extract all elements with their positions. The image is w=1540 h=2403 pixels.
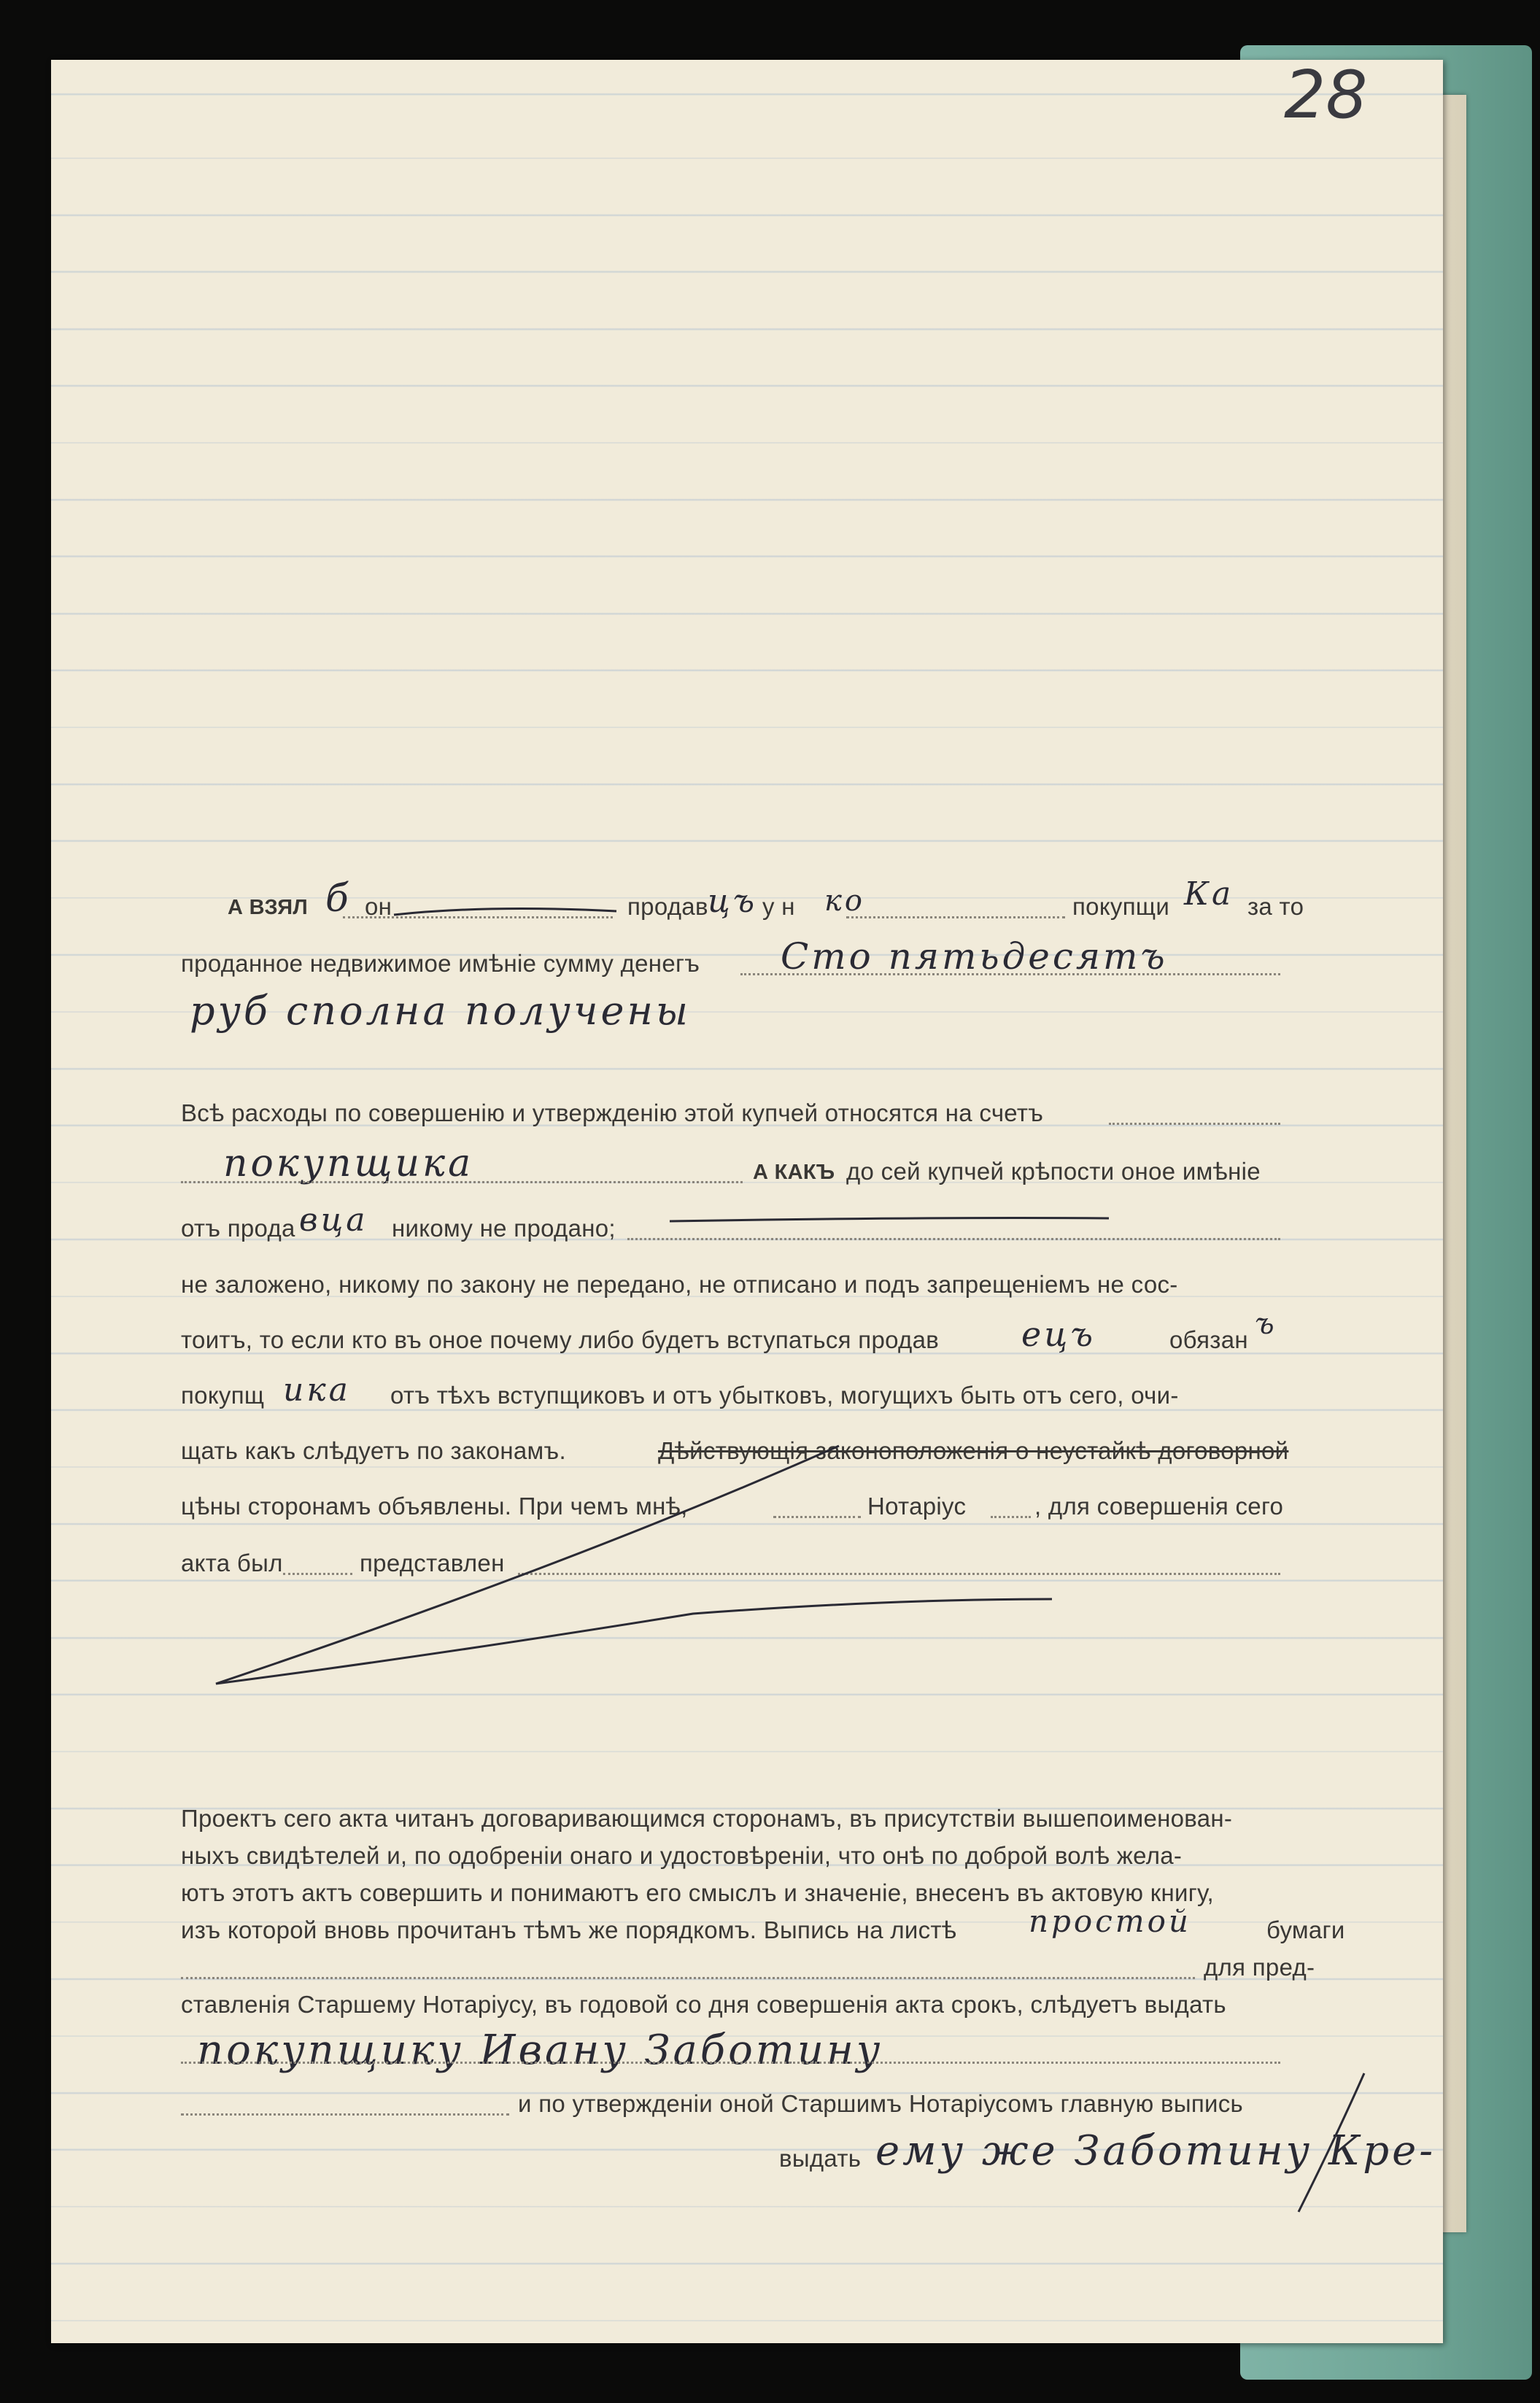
handwritten-vca: вца	[299, 1202, 368, 1239]
handwritten-ka: Ка	[1184, 875, 1234, 913]
dash-stroke-2	[670, 1218, 1109, 1222]
handwritten-ika: ика	[283, 1371, 351, 1409]
handwritten-buyer: покупщика	[223, 1142, 474, 1185]
text-expenses: Всѣ расходы по совершенію и утвержденію этой купчей относятся на счетъ	[181, 1099, 1044, 1126]
text-clear-by-law: щать какъ слѣдуетъ по законамъ.	[181, 1437, 566, 1464]
heading-a-vzyal: А ВЗЯЛ	[228, 896, 308, 919]
text-if-anyone: тоитъ, то если кто въ оное почему либо будетъ вступаться продав	[181, 1326, 940, 1353]
handwritten-simple: простой	[1029, 1903, 1191, 1939]
text-pokupshchi: покупщи	[1072, 893, 1170, 920]
text-vydat: выдать	[779, 2145, 862, 2172]
page-number: 28	[1284, 57, 1368, 134]
closing-diagonal-stroke	[216, 1446, 1052, 1684]
text-before-deed: до сей купчей крѣпости оное имѣніе	[846, 1158, 1261, 1185]
handwritten-amount: Сто пятьдесятъ	[781, 935, 1168, 978]
handwritten-b: б	[325, 877, 352, 921]
text-struck-penalty: Дѣйствующія законоположенія о неустайкѣ договорной	[658, 1437, 1289, 1464]
text-on: он	[365, 893, 392, 920]
text-za-to: за то	[1247, 893, 1304, 920]
text-approval: и по утвержденіи оной Старшимъ Нотаріусомъ главную выпись	[518, 2090, 1244, 2117]
text-predstavlen: представлен	[360, 1549, 505, 1576]
text-ot-prod: отъ прода	[181, 1215, 295, 1242]
text-pokupshch: покупщ	[181, 1382, 265, 1409]
dash-stroke-1	[394, 908, 616, 915]
text-from-claimants: отъ тѣхъ вступщиковъ и отъ убытковъ, могущихъ быть отъ сего, очи-	[390, 1382, 1179, 1409]
text-understand: ютъ этотъ актъ совершить и понимаютъ его смыслъ и значеніе, внесенъ въ актовую книгу,	[181, 1879, 1215, 1906]
signature-flourish	[1299, 2073, 1364, 2212]
text-project-read: Проектъ сего акта читанъ договаривающимся сторонамъ, въ присутствіи вышепоименован-	[181, 1805, 1233, 1832]
text-for-execution: , для совершенія сего	[1034, 1493, 1284, 1520]
handwritten-buyer-name: покупщику Ивану Заботину	[197, 2027, 883, 2074]
handwritten-ets: цъ	[708, 883, 758, 920]
handwritten-received: руб сполна получены	[190, 988, 691, 1034]
heading-a-kak: А КАКЪ	[753, 1161, 835, 1184]
handwritten-issue-to: ему же Заботину Кре-	[875, 2127, 1436, 2175]
text-u-n: у н	[762, 893, 795, 920]
text-witnesses: ныхъ свидѣтелей и, по одобреніи онаго и удостовѣреніи, что онѣ по доброй волѣ жела-	[181, 1842, 1183, 1869]
handwritten-er: ъ	[1255, 1307, 1277, 1341]
text-sum-of-money: проданное недвижимое имѣніе сумму денегъ	[181, 950, 700, 977]
handwritten-ets-2: ецъ	[1021, 1315, 1096, 1354]
pen-strokes	[51, 60, 1443, 2343]
text-prodav: продав	[627, 893, 708, 920]
handwritten-iko: ко	[824, 884, 865, 918]
document-page	[51, 57, 1443, 2343]
text-not-sold: никому не продано;	[392, 1215, 616, 1242]
text-not-pledged: не заложено, никому по закону не передано, не отписано и подъ запрещеніемъ не сос-	[181, 1271, 1178, 1298]
text-senior-notary: ставленія Старшему Нотаріусу, въ годовой со дня совершенія акта срокъ, слѣдуетъ выдать	[181, 1991, 1226, 2018]
text-akta-byl: акта был	[181, 1549, 283, 1576]
text-for-presentation: для пред-	[1204, 1954, 1315, 1981]
text-paper: бумаги	[1266, 1916, 1345, 1943]
text-notarius: Нотаріус	[867, 1493, 967, 1520]
text-obyazan: обязан	[1169, 1326, 1248, 1353]
text-read-again: изъ которой вновь прочитанъ тѣмъ же порядкомъ. Выпись на листѣ	[181, 1916, 957, 1943]
text-price-announced: цѣны сторонамъ объявлены. При чемъ мнѣ,	[181, 1493, 688, 1520]
